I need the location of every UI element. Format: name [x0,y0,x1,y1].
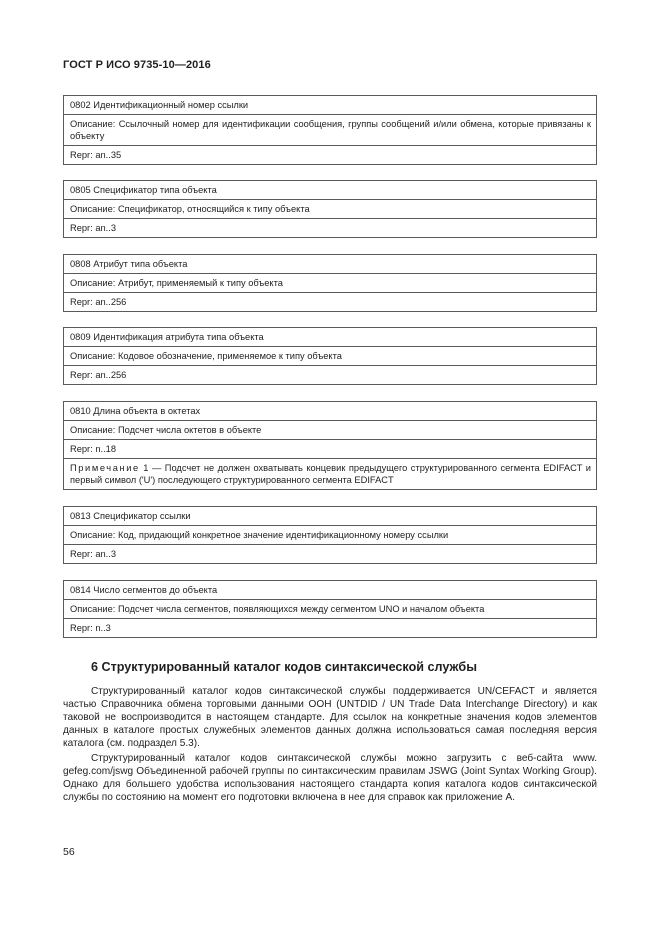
element-description: Описание: Атрибут, применяемый к типу объекта [64,274,597,293]
data-element-0805-table [63,180,597,238]
element-repr: Repr: n..18 [64,440,597,459]
data-element-0809-table [63,327,597,385]
element-name: 0802 Идентификационный номер ссылки [64,96,597,115]
element-name: 0809 Идентификация атрибута типа объекта [64,328,597,347]
element-description: Описание: Ссылочный номер для идентификации сообщения, группы сообщений и/или обмена, которые привязаны к объекту [64,115,597,146]
element-name: 0810 Длина объекта в октетах [64,402,597,421]
element-description: Описание: Кодовое обозначение, применяемое к типу объекта [64,347,597,366]
element-repr: Repr: an..35 [64,146,597,165]
section-paragraph-2: Структурированный каталог кодов синтаксической службы можно загрузить с веб-сайта www. gefeg.com/jswg Объединенной рабочей группы по синтаксическим правилам JSWG (Joint Syntax Working Group). Однако для большего удобства использования настоящего стандарта копия каталога кодов синтаксической службы по состоянию на момент его подготовки включена в нее для справок как приложение А. [63,753,597,803]
element-repr: Repr: an..3 [64,545,597,564]
section-paragraph-1: Структурированный каталог кодов синтаксической службы поддерживается UN/CEFACT и является частью Справочника обмена торговыми данными ООН (UNTDID / UN Trade Data Interchange Directory) и как таковой не воспроизводится в настоящем стандарте. Для ссылок на конкретные значения кодов элементов данных в каталоге простых служебных элементов данных должна использоваться самая последняя версия каталога (см. подраздел 5.3). [63,686,597,749]
element-repr: Repr: n..3 [64,619,597,638]
element-repr: Repr: an..3 [64,219,597,238]
page-number: 56 [63,846,75,858]
element-repr: Repr: an..256 [64,366,597,385]
note-label: Примечание [70,463,140,473]
element-description: Описание: Спецификатор, относящийся к типу объекта [64,200,597,219]
data-element-0808-table [63,254,597,312]
element-name: 0808 Атрибут типа объекта [64,255,597,274]
data-element-0802-table [63,95,597,165]
element-description: Описание: Код, придающий конкретное значение идентификационному номеру ссылки [64,526,597,545]
data-element-0810-table [63,401,597,490]
element-name: 0813 Спецификатор ссылки [64,507,597,526]
element-description: Описание: Подсчет числа октетов в объекте [64,421,597,440]
element-name: 0814 Число сегментов до объекта [64,581,597,600]
element-name: 0805 Спецификатор типа объекта [64,181,597,200]
element-description: Описание: Подсчет числа сегментов, появляющихся между сегментом UNO и началом объекта [64,600,597,619]
data-element-0814-table [63,580,597,638]
data-element-0813-table [63,506,597,564]
element-repr: Repr: an..256 [64,293,597,312]
section-title: 6 Структурированный каталог кодов синтаксической службы [91,660,477,674]
document-header: ГОСТ Р ИСО 9735-10—2016 [63,59,211,71]
note-text: 1 — Подсчет не должен охватывать концевик предыдущего структурированного сегмента EDIFACT и первый символ ('U') последующего структурированного сегмента EDIFACT [70,463,591,485]
element-note [64,459,597,490]
